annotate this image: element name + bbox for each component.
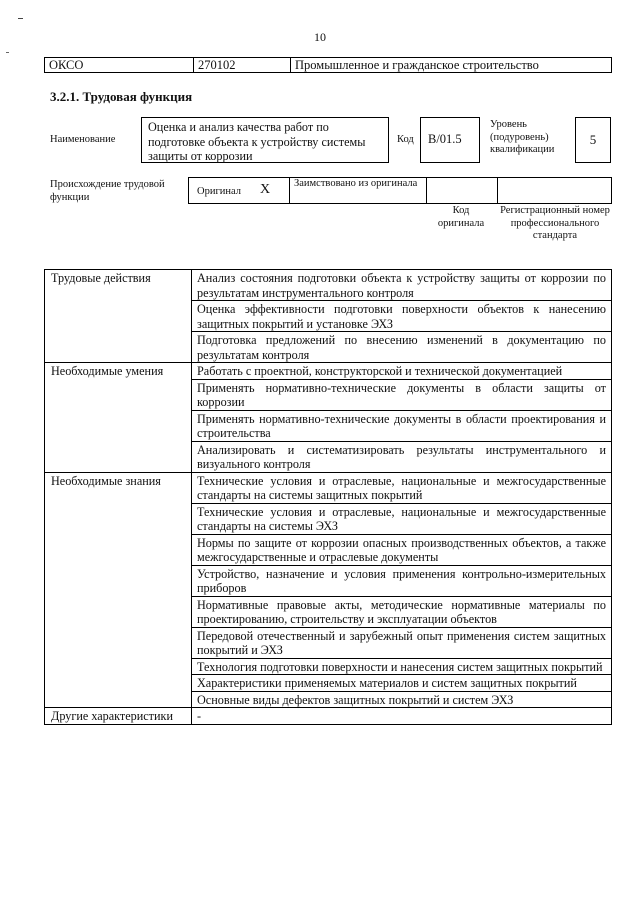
okso-name: Промышленное и гражданское строительство — [291, 58, 612, 73]
table-row — [45, 708, 612, 725]
section-title: 3.2.1. Трудовая функция — [50, 89, 193, 104]
level-label-text: Уровень (подуровень) квалификации — [490, 119, 555, 155]
table-cell: Анализ состояния подготовки объекта к устройству защиты от коррозии по результатам инструментального контроля — [192, 270, 612, 301]
table-cell: Применять нормативно-технические документы в области проектирования и строительства — [192, 410, 612, 441]
table-cell: Работать с проектной, конструкторской и технической документацией — [192, 363, 612, 380]
table-cell: Технические условия и отраслевые, национальные и межгосударственные стандарты на системы защитных покрытий — [192, 472, 612, 503]
function-name: Оценка и анализ качества работ по подготовке объекта к устройству системы защиты от коррозии — [141, 117, 389, 163]
table-cell: Основные виды дефектов защитных покрытий и систем ЭХЗ — [192, 691, 612, 708]
page-number: 10 — [314, 30, 326, 44]
level-value: 5 — [575, 117, 611, 163]
original-mark: Х — [260, 182, 271, 197]
original-label: Оригинал — [197, 186, 241, 197]
table-cell: Передовой отечественный и зарубежный опыт применения систем защитных покрытий и ЭХЗ — [192, 627, 612, 658]
original-cell — [189, 178, 290, 203]
function-code: В/01.5 — [420, 117, 480, 163]
row-label: Необходимые умения — [45, 363, 192, 473]
table-cell: Применять нормативно-технические документы в области защиты от коррозии — [192, 379, 612, 410]
table-cell: Подготовка предложений по внесению изменений в документацию по результатам контроля — [192, 332, 612, 363]
row-label: Другие характеристики — [45, 708, 192, 725]
scan-mark — [6, 52, 9, 53]
table-cell: Технические условия и отраслевые, национальные и межгосударственные стандарты на системы ЭХЗ — [192, 503, 612, 534]
table-cell: Нормативные правовые акты, методические нормативные материалы по проектированию, строительству и эксплуатации объектов — [192, 596, 612, 627]
origin-label — [50, 179, 180, 204]
table-cell: Анализировать и систематизировать результаты инструментального и визуального контроля — [192, 441, 612, 472]
okso-code: 270102 — [194, 58, 291, 73]
table-cell: Нормы по защите от коррозии опасных производственных объектов, а также межгосударственные и отраслевые документы — [192, 534, 612, 565]
borrowed-label: Заимствовано из оригинала — [290, 178, 427, 203]
table-cell: Оценка эффективности подготовки поверхности объектов к нанесению защитных покрытий и установке ЭХЗ — [192, 301, 612, 332]
scan-mark — [18, 18, 23, 19]
table-cell: Устройство, назначение и условия применения контрольно-измерительных приборов — [192, 565, 612, 596]
code-original-caption: Код оригинала — [437, 205, 485, 229]
reg-number-caption: Регистрационный номер профессионального стандарта — [500, 205, 610, 241]
row-label: Необходимые знания — [45, 472, 192, 708]
okso-label: ОКСО — [45, 58, 194, 73]
code-label: Код — [397, 134, 414, 145]
table-cell: Технология подготовки поверхности и нанесения систем защитных покрытий — [192, 658, 612, 675]
function-details-table — [44, 269, 612, 725]
name-label: Наименование — [50, 134, 116, 145]
origin-label-text: Происхождение трудовой функции — [50, 179, 165, 203]
table-cell: - — [192, 708, 612, 725]
table-row — [45, 363, 612, 380]
table-row — [45, 270, 612, 301]
table-cell: Характеристики применяемых материалов и систем защитных покрытий — [192, 675, 612, 692]
origin-row — [188, 177, 612, 204]
reg-number-cell — [497, 178, 611, 203]
okso-table — [44, 57, 612, 73]
original-code-cell — [427, 178, 498, 203]
table-row — [45, 472, 612, 503]
row-label: Трудовые действия — [45, 270, 192, 363]
level-label — [490, 119, 570, 157]
